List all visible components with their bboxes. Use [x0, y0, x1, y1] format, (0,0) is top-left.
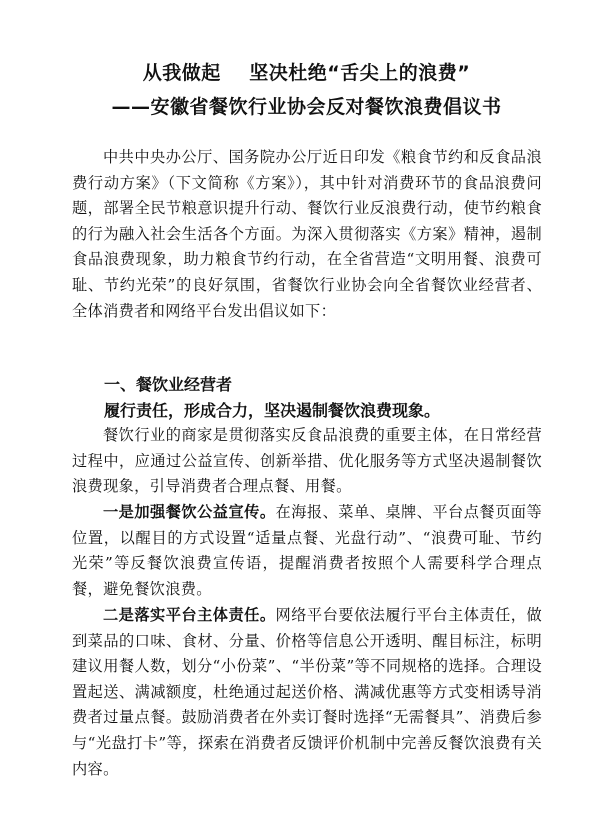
document-subtitle: ——安徽省餐饮行业协会反对餐饮浪费倡议书: [111, 96, 502, 118]
section-subheading: 履行责任，形成合力，坚决遏制餐饮浪费现象。: [104, 401, 441, 420]
item-1-text: 在海报、菜单、桌牌、平台点餐页面等位置，以醒目的方式设置“适量点餐、光盘行动”、“浪费可耻、节约光荣”等反餐饮浪费宣传语，提醒消费者按照个人需要科学合理点餐，避免餐饮浪费。: [72, 503, 543, 598]
item-2-lead: 二是落实平台主体责任。: [103, 606, 276, 624]
item-2-paragraph: [72, 603, 542, 782]
section-paragraph: 餐饮行业的商家是贯彻落实反食品浪费的重要主体，在日常经营过程中，应通过公益宣传、创新举措、优化服务等方式坚决遏制餐饮浪费现象，引导消费者合理点餐、用餐。: [72, 426, 542, 496]
intro-paragraph: 中共中央办公厅、国务院办公厅近日印发《粮食节约和反食品浪费行动方案》（下文简称《方案》），其中针对消费环节的食品浪费问题，部署全民节粮意识提升行动、餐饮行业反浪费行动，使节约粮食的行为融入社会生活各个方面。为深入贯彻落实《方案》精神，遏制食品浪费现象，助力粮食节约行动，在全省营造“文明用餐、浪费可耻、节约光荣”的良好氛围，省餐饮行业协会向全省餐饮业经营者、全体消费者和网络平台发出倡议如下：: [72, 148, 542, 320]
item-1-lead: 一是加强餐饮公益宣传。: [103, 503, 276, 521]
section-heading: 一、餐饮业经营者: [104, 375, 233, 394]
document-title: 从我做起 坚决杜绝“舌尖上的浪费”: [142, 62, 471, 84]
item-2-text: 网络平台要依法履行平台主体责任，做到菜品的口味、食材、分量、价格等信息公开透明、醒目标注，标明建议用餐人数，划分“小份菜”、“半份菜”等不同规格的选择。合理设置起送、满减额度，杜绝通过起送价格、满减优惠等方式变相诱导消费者过量点餐。鼓励消费者在外卖订餐时选择“无需餐具”、消费后参与“光盘打卡”等，探索在消费者反馈评价机制中完善反餐饮浪费有关内容。: [72, 606, 543, 778]
item-1-paragraph: [72, 500, 542, 602]
